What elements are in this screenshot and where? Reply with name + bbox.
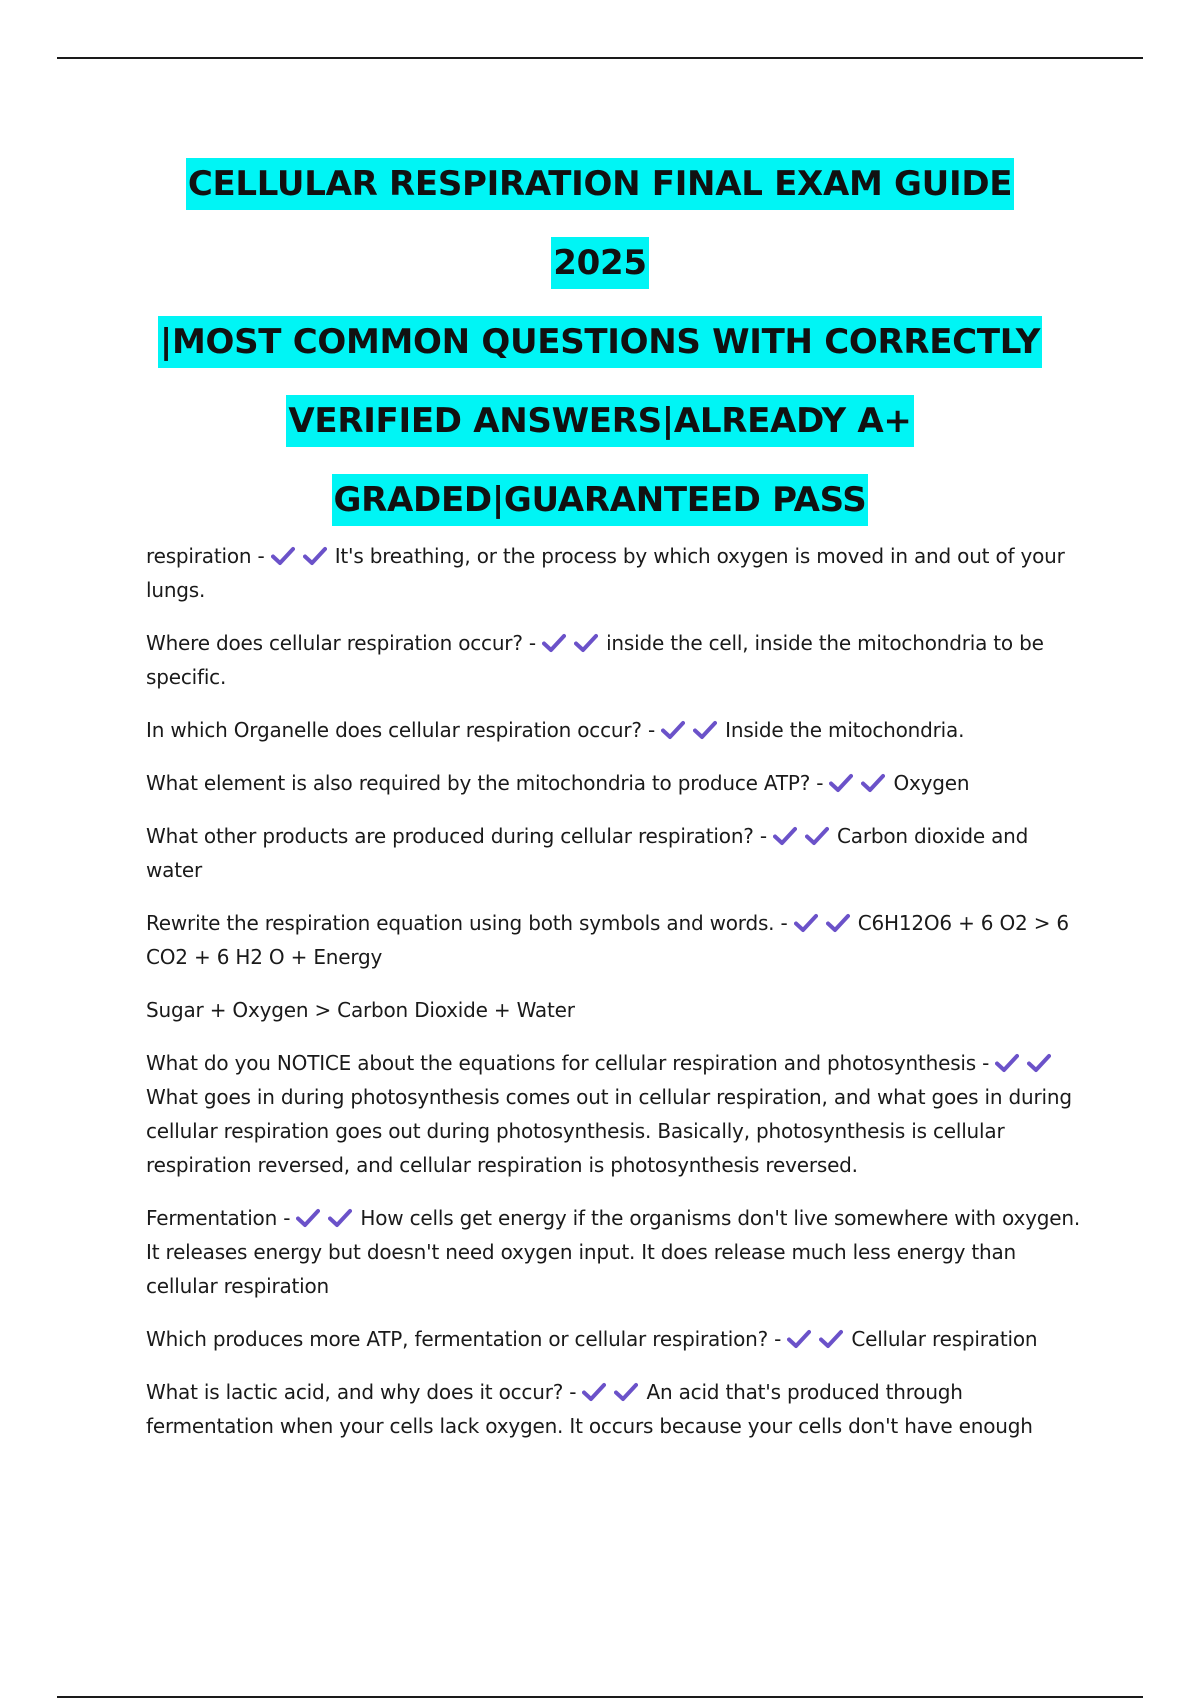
check-icon [328, 1208, 352, 1228]
check-icon [614, 1382, 638, 1402]
question-text: respiration - [146, 544, 271, 568]
qa-entry [146, 713, 1086, 747]
question-text: Which produces more ATP, fermentation or cellular respiration? - [146, 1327, 788, 1351]
answer-text: Inside the mitochondria. [725, 718, 965, 742]
check-icon [661, 720, 685, 740]
answer-text: Cellular respiration [851, 1327, 1038, 1351]
answer-text: inside the cell, inside the mitochondria to be specific. [146, 631, 1044, 689]
answer-text: How cells get energy if the organisms don't live somewhere with oxygen. It releases energy but doesn't need oxygen input. It does release much less energy than cellular respiration [146, 1206, 1080, 1298]
check-icon [805, 826, 829, 846]
check-icon [787, 1329, 811, 1349]
answer-text: What goes in during photosynthesis comes out in cellular respiration, and what goes in during cellular respiration goes out during photosynthesis. Basically, photosynthesis is cellular respiration reversed, and cellular respiration is photosynthesis reversed. [146, 1085, 1072, 1177]
check-icon [542, 633, 566, 653]
question-text: Where does cellular respiration occur? - [146, 631, 543, 655]
check-icon [794, 913, 818, 933]
qa-list [146, 539, 1086, 1462]
check-icon [829, 773, 853, 793]
qa-entry [146, 766, 1086, 800]
check-icon [303, 546, 327, 566]
title-line: |MOST COMMON QUESTIONS WITH CORRECTLY [0, 303, 1200, 382]
qa-entry [146, 906, 1086, 974]
check-icon [271, 546, 295, 566]
check-icon [826, 913, 850, 933]
answer-text: C6H12O6 + 6 O2 > 6 CO2 + 6 H2 O + Energy [146, 911, 1069, 969]
question-text: What other products are produced during cellular respiration? - [146, 824, 774, 848]
question-text: Rewrite the respiration equation using both symbols and words. - [146, 911, 794, 935]
check-icon [861, 773, 885, 793]
answer-text: It's breathing, or the process by which oxygen is moved in and out of your lungs. [146, 544, 1065, 602]
title-line: CELLULAR RESPIRATION FINAL EXAM GUIDE [0, 145, 1200, 224]
top-rule [57, 57, 1143, 59]
equation-text: Sugar + Oxygen > Carbon Dioxide + Water [146, 998, 575, 1022]
check-icon [1027, 1053, 1051, 1073]
check-icon [819, 1329, 843, 1349]
qa-entry [146, 1375, 1086, 1443]
title-line: 2025 [0, 224, 1200, 303]
check-icon [582, 1382, 606, 1402]
answer-text: An acid that's produced through fermentation when your cells lack oxygen. It occurs because your cells don't have enough [146, 1380, 1033, 1438]
bottom-rule [57, 1696, 1143, 1698]
qa-entry [146, 1046, 1086, 1182]
question-text: What is lactic acid, and why does it occur? - [146, 1380, 583, 1404]
title-line: GRADED|GUARANTEED PASS [0, 461, 1200, 540]
qa-entry [146, 1201, 1086, 1303]
check-icon [574, 633, 598, 653]
question-text: Fermentation - [146, 1206, 297, 1230]
question-text: In which Organelle does cellular respiration occur? - [146, 718, 662, 742]
qa-entry [146, 819, 1086, 887]
check-icon [693, 720, 717, 740]
qa-entry [146, 1322, 1086, 1356]
document-title [0, 145, 1200, 540]
question-text: What element is also required by the mitochondria to produce ATP? - [146, 771, 830, 795]
answer-text: Carbon dioxide and water [146, 824, 1029, 882]
qa-entry [146, 993, 1086, 1027]
check-icon [995, 1053, 1019, 1073]
qa-entry [146, 626, 1086, 694]
qa-entry [146, 539, 1086, 607]
title-line: VERIFIED ANSWERS|ALREADY A+ [0, 382, 1200, 461]
question-text: What do you NOTICE about the equations for cellular respiration and photosynthesis - [146, 1051, 996, 1075]
answer-text: Oxygen [893, 771, 970, 795]
check-icon [773, 826, 797, 846]
check-icon [296, 1208, 320, 1228]
